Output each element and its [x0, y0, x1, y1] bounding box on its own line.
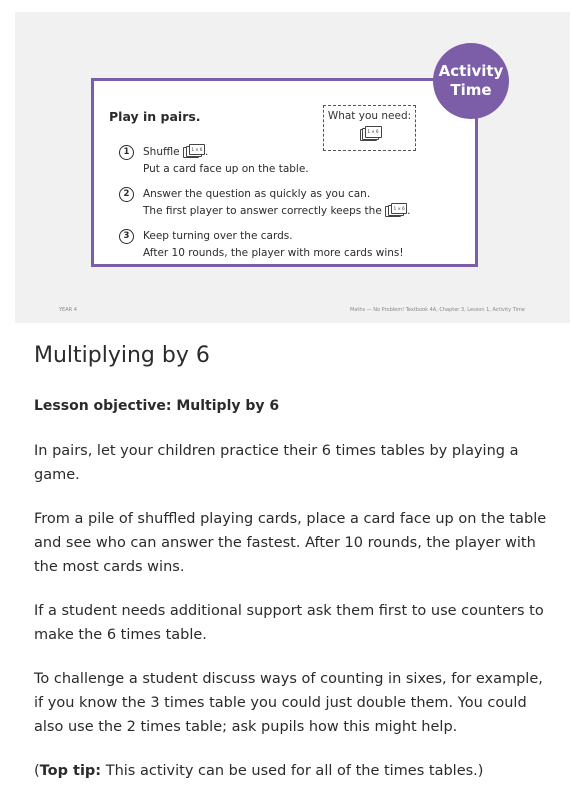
step-3 [119, 228, 404, 262]
cards-icon: 1 × 6 [359, 126, 381, 140]
step-text: The first player to answer correctly keeps the [143, 205, 382, 217]
step-number: 1 [119, 145, 134, 160]
step-text: After 10 rounds, the player with more cards wins! [143, 247, 404, 259]
page-title: Multiplying by 6 [34, 343, 210, 368]
need-label: What you need: [327, 110, 412, 122]
step-text: Shuffle [143, 146, 180, 158]
step-2: 2 Answer the question as quickly as you can. The first player to answer correctly keeps the 1 × 6 . [119, 186, 410, 220]
step-text: Answer the question as quickly as you can. [143, 188, 371, 200]
step-1: 1 Shuffle 1 × 6 . Put a card face up on the table. [119, 144, 309, 178]
step-text: Put a card face up on the table. [143, 163, 309, 175]
step-number: 2 [119, 187, 134, 202]
activity-time-badge: Activity Time [433, 43, 509, 119]
top-tip-label: Top tip: [39, 763, 102, 779]
activity-card [91, 78, 478, 267]
paragraph-shuffle: From a pile of shuffled playing cards, place a card face up on the table and see who can answer the fastest. After 10 rounds, the player with the most cards wins. [34, 511, 547, 575]
paragraph-challenge: To challenge a student discuss ways of counting in sixes, for example, if you know the 3 times table you could just double them. You could also use the 2 times table; ask pupils how this might help. [34, 671, 543, 735]
step-text: Keep turning over the cards. [143, 230, 293, 242]
top-tip-text: This activity can be used for all of the times tables.) [101, 763, 484, 779]
slide-footer-source: Maths — No Problem! Textbook 4A, Chapter 3, Lesson 1, Activity Time [349, 307, 525, 313]
paragraph-support: If a student needs additional support ask them first to use counters to make the 6 times table. [34, 603, 544, 643]
step-number: 3 [119, 229, 134, 244]
cards-icon: 1 × 6 [385, 203, 407, 216]
lesson-objective: Lesson objective: Multiply by 6 [34, 398, 280, 414]
paragraph-pairs: In pairs, let your children practice their 6 times tables by playing a game. [34, 443, 519, 483]
play-title: Play in pairs. [109, 109, 201, 124]
what-you-need-box [323, 105, 416, 151]
cards-icon: 1 × 6 [183, 144, 205, 157]
top-tip: (Top tip: This activity can be used for all of the times tables.) [34, 763, 484, 779]
activity-slide-image [15, 12, 570, 323]
slide-footer-year: YEAR 4 [59, 307, 77, 313]
